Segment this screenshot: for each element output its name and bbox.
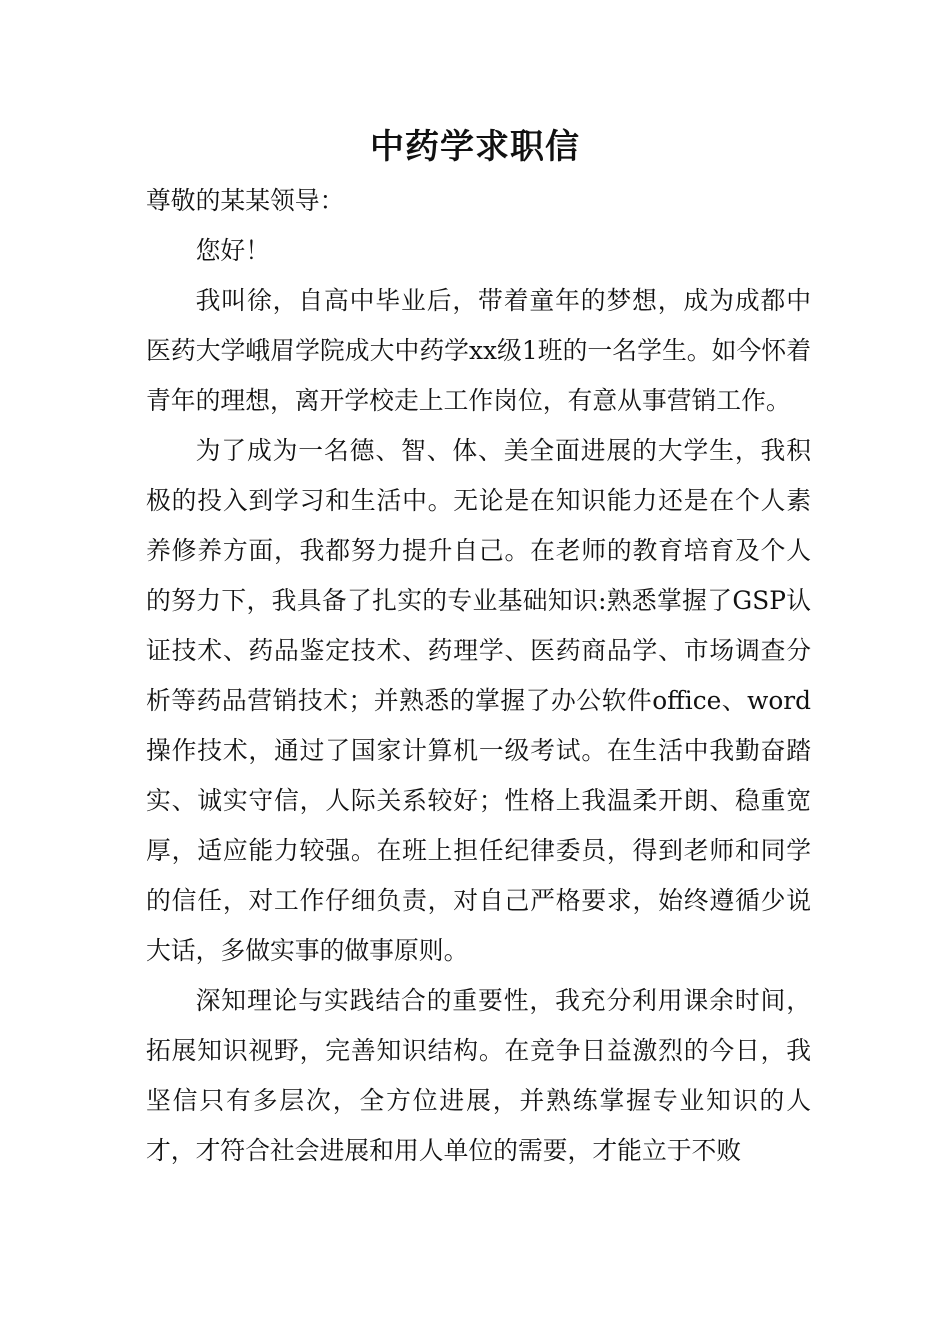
document-title: 中药学求职信	[370, 127, 580, 167]
paragraph-introduction: 我叫徐，自高中毕业后，带着童年的梦想，成为成都中医药大学峨眉学院成大中药学xx级1班的一名学生。如今怀着青年的理想，离开学校走上工作岗位，有意从事营销工作。	[146, 286, 811, 415]
greeting: 您好！	[195, 236, 270, 265]
salutation: 尊敬的某某领导：	[146, 186, 345, 215]
paragraph-practice: 深知理论与实践结合的重要性，我充分利用课余时间，拓展知识视野，完善知识结构。在竞争日益激烈的今日，我坚信只有多层次，全方位进展，并熟练掌握专业知识的人才，才符合社会进展和用人单位的需要，才能立于不败	[146, 986, 811, 1165]
paragraph-skills: 为了成为一名德、智、体、美全面进展的大学生，我积极的投入到学习和生活中。无论是在知识能力还是在个人素养修养方面，我都努力提升自己。在老师的教育培育及个人的努力下，我具备了扎实的专业基础知识:熟悉掌握了GSP认证技术、药品鉴定技术、药理学、医药商品学、市场调查分析等药品营销技术；并熟悉的掌握了办公软件office、word操作技术，通过了国家计算机一级考试。在生活中我勤奋踏实、诚实守信，人际关系较好；性格上我温柔开朗、稳重宽厚，适应能力较强。在班上担任纪律委员，得到老师和同学的信任，对工作仔细负责，对自己严格要求，始终遵循少说大话，多做实事的做事原则。	[146, 436, 811, 965]
letter-body	[146, 176, 811, 1176]
